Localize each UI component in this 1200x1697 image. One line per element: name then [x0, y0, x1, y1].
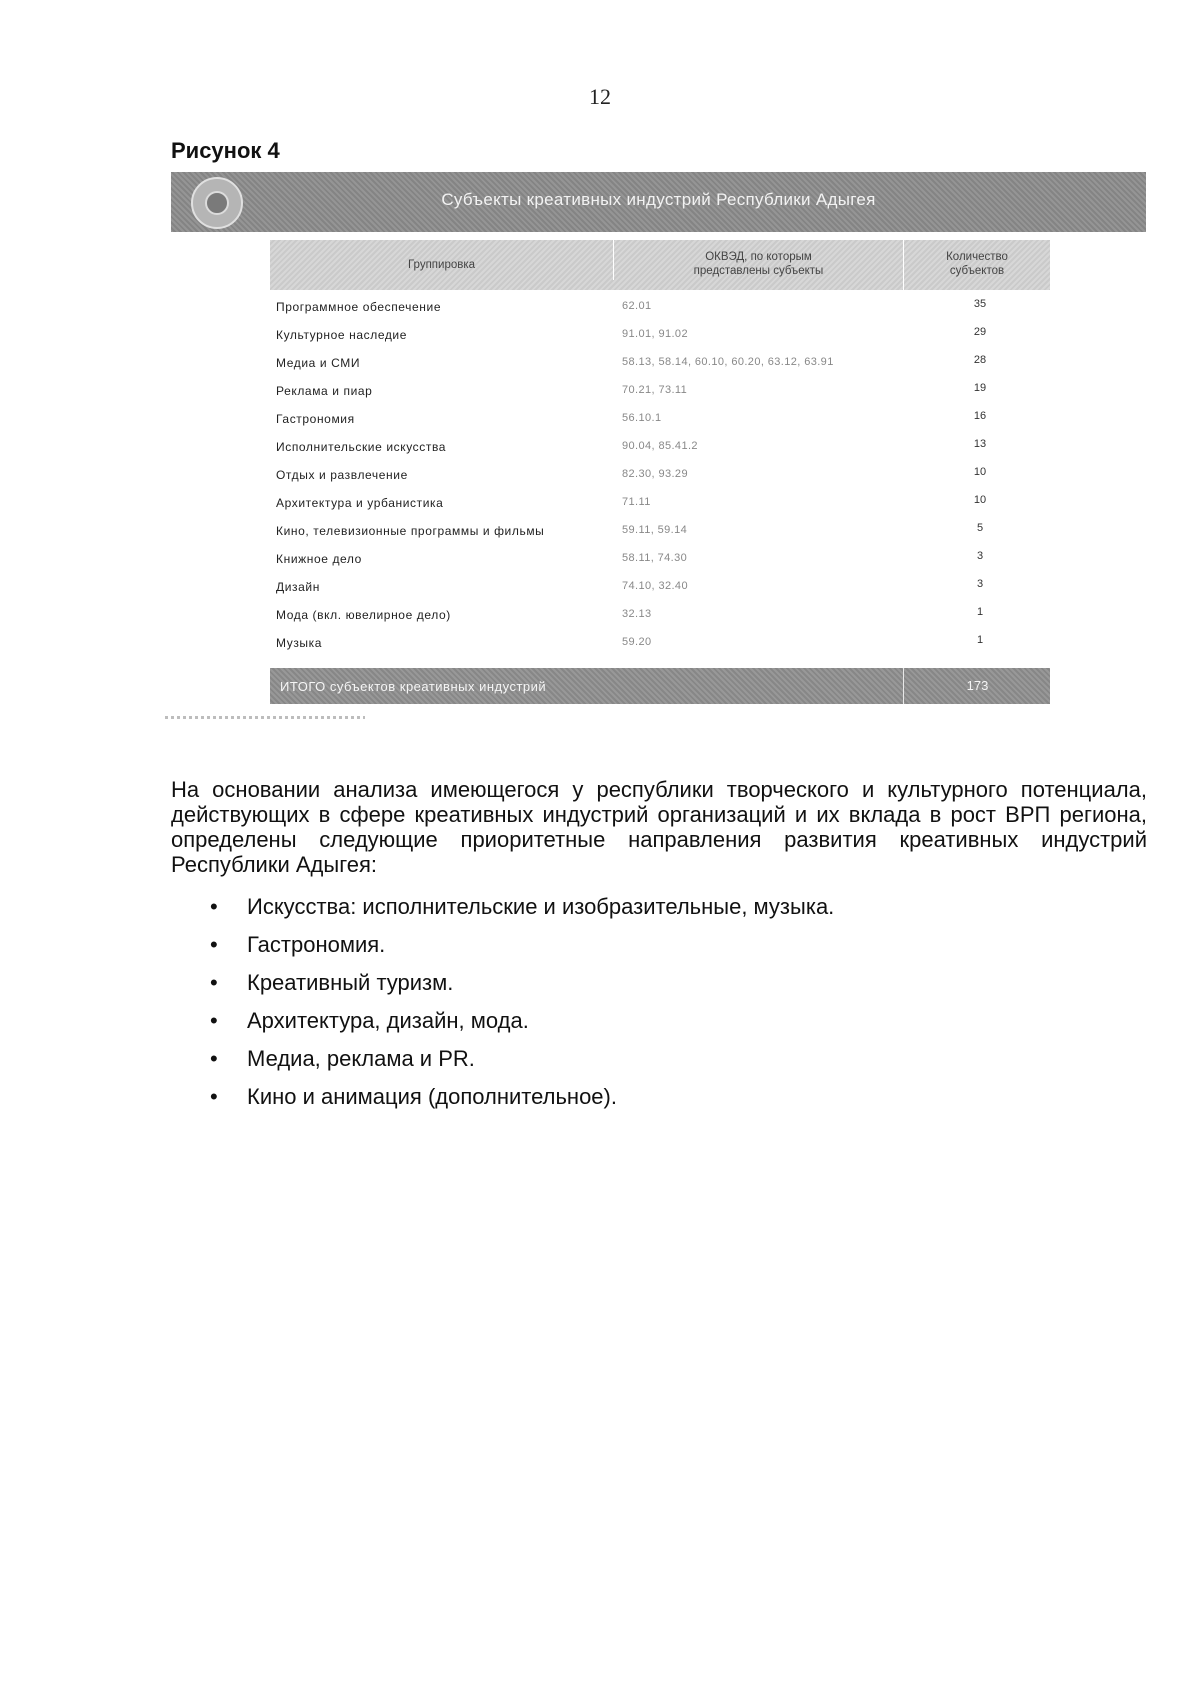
page-number: 12 — [589, 84, 611, 109]
table-total-row — [270, 668, 1050, 704]
list-item-text: Архитектура, дизайн, мода. — [247, 1008, 529, 1033]
list-item — [171, 971, 1147, 1009]
bullet-icon: • — [210, 932, 218, 957]
figure-label: Рисунок 4 — [171, 138, 280, 163]
row-count: 10 — [973, 466, 987, 478]
header-count-line-2: субъектов — [949, 265, 1005, 277]
row-okved: 58.11, 74.30 — [622, 552, 688, 564]
table-row — [270, 376, 1050, 404]
row-count: 1 — [976, 634, 984, 646]
row-group: Книжное дело — [276, 552, 362, 566]
table-row — [270, 432, 1050, 460]
row-count: 13 — [973, 438, 987, 450]
figure-banner — [171, 172, 1146, 232]
header-okved — [613, 240, 903, 280]
figure-title: Субъекты креативных индустрий Республики Адыгея — [441, 190, 876, 209]
list-item — [171, 895, 1147, 933]
row-okved: 62.01 — [622, 300, 652, 312]
table-row — [270, 460, 1050, 488]
row-count: 28 — [973, 354, 987, 366]
list-item-text: Гастрономия. — [247, 932, 386, 957]
row-group: Кино, телевизионные программы и фильмы — [276, 524, 545, 538]
row-okved: 56.10.1 — [622, 412, 662, 424]
row-group: Музыка — [276, 636, 323, 650]
row-okved: 32.13 — [622, 608, 652, 620]
row-okved: 58.13, 58.14, 60.10, 60.20, 63.12, 63.91 — [622, 356, 834, 368]
table-header — [270, 240, 1050, 290]
row-group: Реклама и пиар — [276, 384, 373, 398]
list-item-text: Медиа, реклама и PR. — [247, 1046, 475, 1071]
bullet-icon: • — [210, 894, 218, 919]
header-group: Группировка — [407, 259, 476, 271]
bullet-icon: • — [210, 1084, 218, 1109]
table-row — [270, 404, 1050, 432]
table-row — [270, 600, 1050, 628]
row-count: 10 — [973, 494, 987, 506]
header-okved-line-2: представлены субъекты — [693, 265, 824, 277]
row-count: 16 — [973, 410, 987, 422]
header-okved-line-1: ОКВЭД, по которым — [705, 251, 812, 263]
row-group: Мода (вкл. ювелирное дело) — [276, 608, 451, 622]
row-okved: 71.11 — [622, 496, 651, 508]
table-row — [270, 628, 1050, 656]
row-count: 35 — [973, 298, 987, 310]
row-count: 1 — [976, 606, 984, 618]
row-count: 19 — [973, 382, 987, 394]
row-okved: 74.10, 32.40 — [622, 580, 688, 592]
row-okved: 91.01, 91.02 — [622, 328, 688, 340]
bullet-icon: • — [210, 970, 218, 995]
table-row — [270, 292, 1050, 320]
body-paragraph: На основании анализа имеющегося у республики творческого и культурного потенциала, действующих в сфере креативных индустрий организаций и их вклада в рост ВРП региона, определены следующие приоритетные направления развития креативных индустрий Республики Адыгея: — [171, 777, 1147, 877]
list-item-text: Кино и анимация (дополнительное). — [247, 1084, 617, 1109]
priority-list — [171, 895, 1147, 1123]
row-okved: 90.04, 85.41.2 — [622, 440, 698, 452]
list-item — [171, 933, 1147, 971]
row-group: Исполнительские искусства — [276, 440, 447, 454]
row-group: Дизайн — [276, 580, 320, 594]
total-label: ИТОГО субъектов креативных индустрий — [280, 679, 547, 694]
table-row — [270, 320, 1050, 348]
row-count: 3 — [976, 578, 984, 590]
list-item — [171, 1047, 1147, 1085]
table-row — [270, 348, 1050, 376]
row-group: Медиа и СМИ — [276, 356, 361, 370]
row-group: Программное обеспечение — [276, 300, 442, 314]
list-item-text: Искусства: исполнительские и изобразительные, музыка. — [247, 894, 835, 919]
creative-industries-table — [270, 240, 1050, 704]
table-row — [270, 572, 1050, 600]
total-value: 173 — [903, 668, 1051, 704]
list-item-text: Креативный туризм. — [247, 970, 454, 995]
list-item — [171, 1009, 1147, 1047]
row-group: Архитектура и урбанистика — [276, 496, 444, 510]
table-row — [270, 516, 1050, 544]
row-okved: 59.20 — [622, 636, 652, 648]
table-body — [270, 292, 1050, 656]
row-count: 3 — [976, 550, 984, 562]
row-group: Культурное наследие — [276, 328, 408, 342]
row-okved: 82.30, 93.29 — [622, 468, 688, 480]
list-item — [171, 1085, 1147, 1123]
header-count — [903, 240, 1050, 290]
row-group: Отдых и развлечение — [276, 468, 408, 482]
bullet-icon: • — [210, 1008, 218, 1033]
table-row — [270, 544, 1050, 572]
row-okved: 59.11, 59.14 — [622, 524, 688, 536]
bullet-icon: • — [210, 1046, 218, 1071]
row-count: 5 — [976, 522, 984, 534]
header-count-line-1: Количество — [946, 251, 1008, 263]
row-okved: 70.21, 73.11 — [622, 384, 688, 396]
row-count: 29 — [973, 326, 987, 338]
source-note-strip — [165, 716, 365, 719]
row-group: Гастрономия — [276, 412, 355, 426]
table-row — [270, 488, 1050, 516]
